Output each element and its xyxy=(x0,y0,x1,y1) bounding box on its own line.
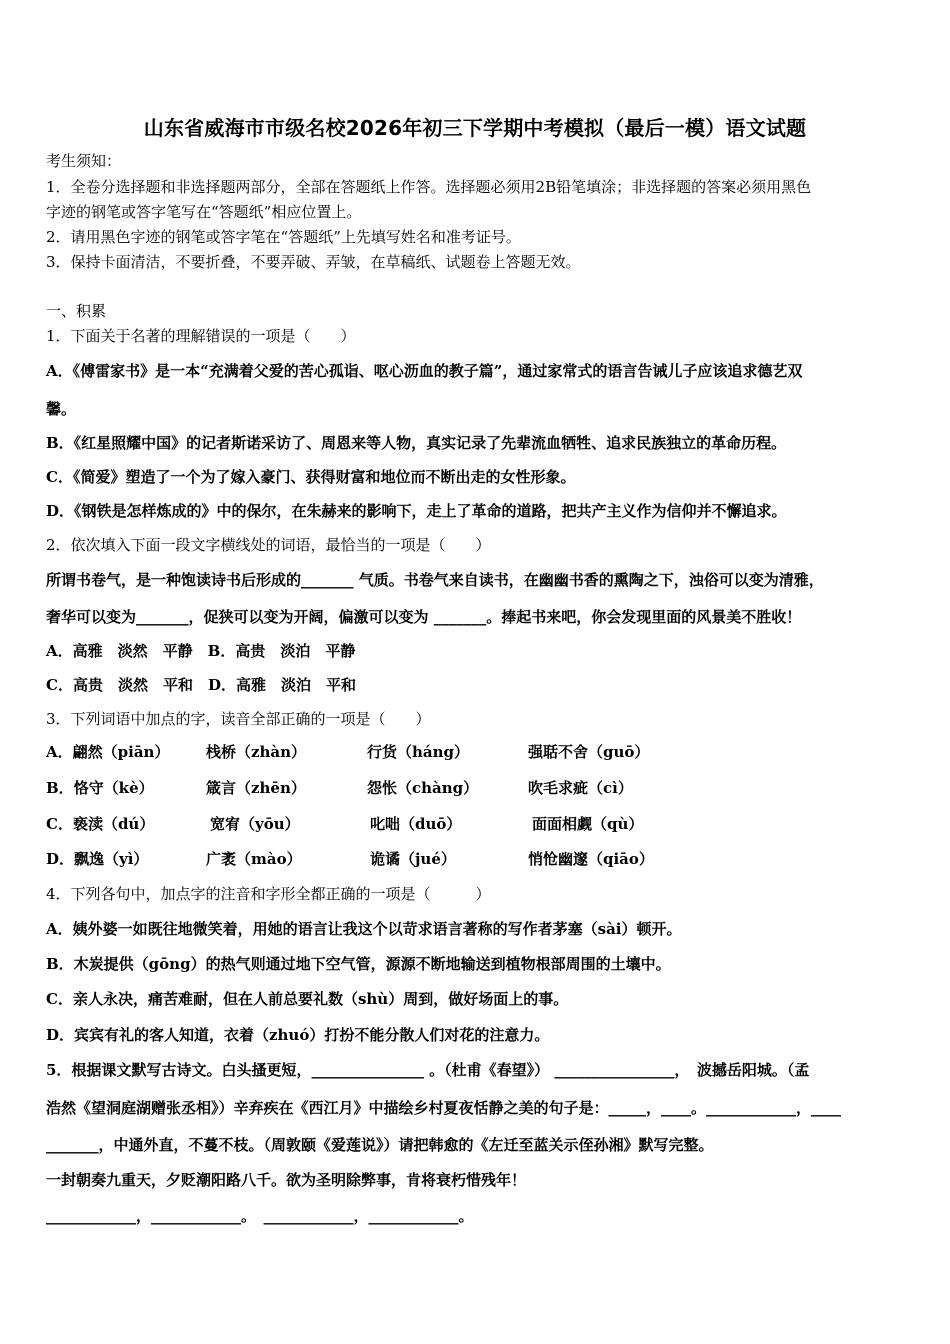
question-3-word: 行货（háng） xyxy=(367,743,470,761)
question-3-stem: 3．下列词语中加点的字，读音全部正确的一项是（ ） xyxy=(46,710,431,728)
question-2-options-ab: A．高雅 淡然 平静 B．高贵 淡泊 平静 xyxy=(46,642,356,660)
question-3-word: 箴言（zhēn） xyxy=(206,779,306,797)
question-1-option-d: D．《钢铁是怎样炼成的》中的保尔，在朱赫来的影响下，走上了革命的道路，把共产主义作为信仰并不懈追求。 xyxy=(46,502,787,520)
question-1-stem: 1．下面关于名著的理解错误的一项是（ ） xyxy=(46,327,356,345)
question-3-word: 怨怅（chàng） xyxy=(367,779,479,797)
question-3-word: 广袤（mào） xyxy=(206,850,302,868)
question-5-line: 5．根据课文默写古诗文。白头搔更短，_______________ 。（杜甫《春望》） ________________， 波撼岳阳城。（孟 xyxy=(46,1061,810,1079)
question-5-line: 浩然《望洞庭湖赠张丞相》）辛弃疾在《西江月》中描绘乡村夏夜恬静之美的句子是：_____，____。____________，____ xyxy=(46,1099,842,1117)
question-3-word: 悄怆幽邃（qiāo） xyxy=(528,850,654,868)
question-5-blanks: ____________，____________。 ____________，____________。 xyxy=(46,1207,474,1225)
question-3-option-c: C．亵渎（dú） xyxy=(46,815,155,833)
question-2-passage: 奢华可以变为_______，促狭可以变为开阔，偏激可以变为 _______。捧起书来吧，你会发现里面的风景美不胜收！ xyxy=(46,608,802,626)
notice-item: 2．请用黑色字迹的钢笔或答字笔在“答题纸”上先填写姓名和准考证号。 xyxy=(46,228,521,246)
question-1-option-a-cont: 馨。 xyxy=(46,400,77,418)
question-3-word: 诡谲（jué） xyxy=(370,850,456,868)
question-1-option-c: C．《简爱》塑造了一个为了嫁入豪门、获得财富和地位而不断出走的女性形象。 xyxy=(46,468,576,486)
question-3-word: 强聒不舍（guō） xyxy=(528,743,650,761)
question-5-line: _______，中通外直，不蔓不枝。（周敦颐《爱莲说》）请把韩愈的《左迁至蓝关示侄孙湘》默写完整。 xyxy=(46,1136,714,1154)
notice-item: 3．保持卡面清洁，不要折叠，不要弄破、弄皱，在草稿纸、试题卷上答题无效。 xyxy=(46,253,581,271)
question-4-option-b: B．木炭提供（gōng）的热气则通过地下空气管，源源不断地输送到植物根部周围的土壤中。 xyxy=(46,955,671,973)
section-heading: 一、积累 xyxy=(46,302,107,320)
question-2-passage: 所谓书卷气，是一种饱读诗书后形成的_______ 气质。书卷气来自读书，在幽幽书香的熏陶之下，浊俗可以变为清雅， xyxy=(46,571,824,589)
question-2-stem: 2．依次填入下面一段文字横线处的词语，最恰当的一项是（ ） xyxy=(46,536,491,554)
question-3-word: 面面相觑（qù） xyxy=(532,815,644,833)
question-1-option-b: B．《红星照耀中国》的记者斯诺采访了、周恩来等人物，真实记录了先辈流血牺牲、追求民族独立的革命历程。 xyxy=(46,434,787,452)
question-3-option-a: A．翩然（piān） xyxy=(46,743,170,761)
question-3-word: 栈桥（zhàn） xyxy=(206,743,307,761)
question-2-options-cd: C．高贵 淡然 平和 D．高雅 淡泊 平和 xyxy=(46,676,356,694)
question-3-option-b: B．恪守（kè） xyxy=(46,779,154,797)
question-1-option-a: A．《傅雷家书》是一本“充满着父爱的苦心孤诣、呕心沥血的教子篇”，通过家常式的语言告诫儿子应该追求德艺双 xyxy=(46,362,803,380)
question-3-word: 宽宥（yōu） xyxy=(210,815,300,833)
notice-item: 字迹的钢笔或答字笔写在“答题纸”相应位置上。 xyxy=(46,203,362,221)
question-3-option-d: D．飘逸（yì） xyxy=(46,850,149,868)
notice-item: 1．全卷分选择题和非选择题两部分，全部在答题纸上作答。选择题必须用2B铅笔填涂；非选择题的答案必须用黑色 xyxy=(46,178,812,196)
question-4-stem: 4．下列各句中，加点字的注音和字形全都正确的一项是（ ） xyxy=(46,885,491,903)
question-5-poem: 一封朝奏九重天，夕贬潮阳路八千。欲为圣明除弊事，肯将衰朽惜残年！ xyxy=(46,1171,527,1189)
question-4-option-a: A．姨外婆一如既往地微笑着，用她的语言让我这个以苛求语言著称的写作者茅塞（sài）顿开。 xyxy=(46,920,682,938)
question-3-word: 吹毛求疵（cì） xyxy=(528,779,633,797)
question-4-option-c: C．亲人永决，痛苦难耐，但在人前总要礼数（shù）周到，做好场面上的事。 xyxy=(46,990,569,1008)
notice-heading: 考生须知： xyxy=(46,152,122,170)
exam-title: 山东省威海市市级名校2026年初三下学期中考模拟（最后一模）语文试题 xyxy=(143,116,807,140)
question-3-word: 叱咄（duō） xyxy=(370,815,462,833)
question-4-option-d: D．宾宾有礼的客人知道，衣着（zhuó）打扮不能分散人们对花的注意力。 xyxy=(46,1026,550,1044)
